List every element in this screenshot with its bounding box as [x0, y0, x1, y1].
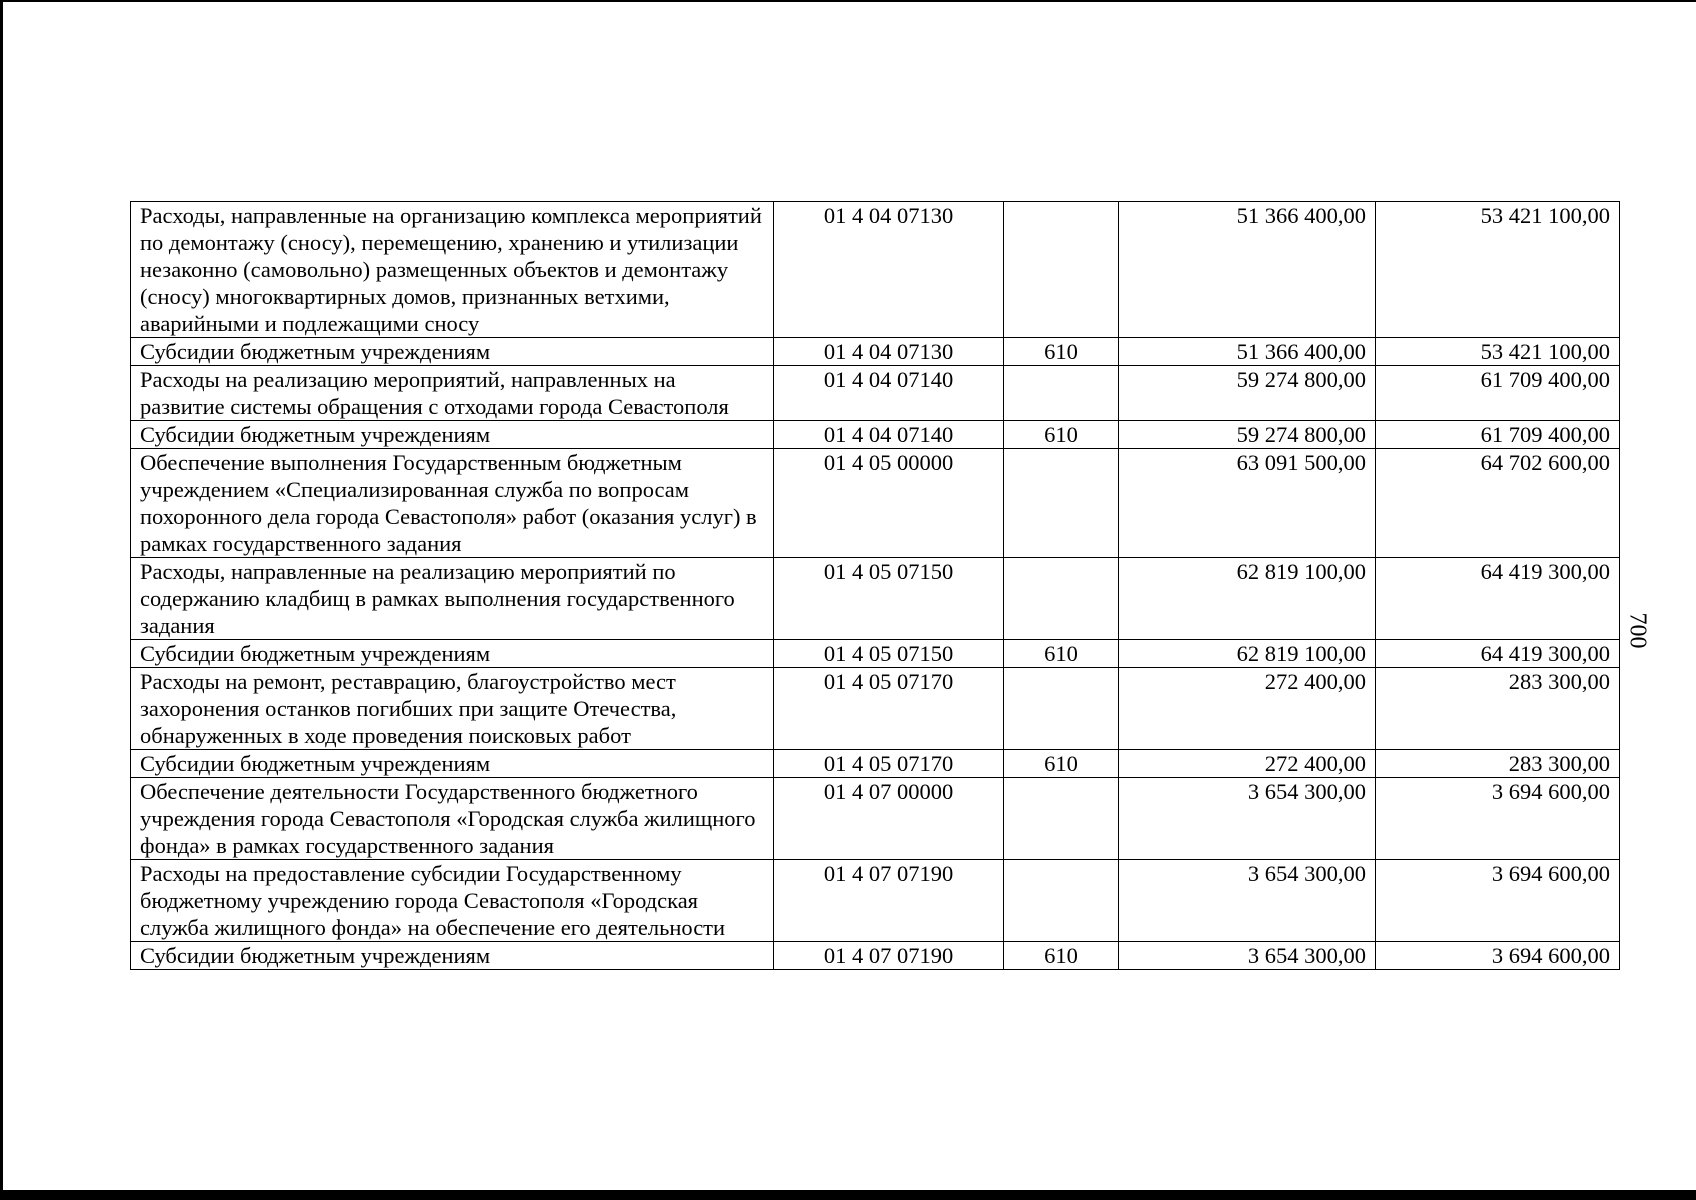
- scan-edge-top: [0, 0, 1696, 2]
- expense-name-cell: Обеспечение деятельности Государственного бюджетного учреждения города Севастополя «Городская служба жилищного фонда» в рамках государственного задания: [131, 778, 774, 860]
- table-row: [131, 778, 1620, 860]
- amount-year1-cell: 63 091 500,00: [1119, 449, 1376, 558]
- table-row: [131, 640, 1620, 668]
- amount-year1-cell: 272 400,00: [1119, 750, 1376, 778]
- expense-type-cell: 610: [1004, 750, 1119, 778]
- table-row: [131, 558, 1620, 640]
- expense-type-cell: [1004, 202, 1119, 338]
- amount-year1-cell: 3 654 300,00: [1119, 778, 1376, 860]
- expense-type-cell: [1004, 778, 1119, 860]
- expense-name-cell: Обеспечение выполнения Государственным бюджетным учреждением «Специализированная служба по вопросам похоронного дела города Севастополя» работ (оказания услуг) в рамках государственного задания: [131, 449, 774, 558]
- target-code-cell: 01 4 04 07130: [774, 338, 1004, 366]
- expense-type-cell: [1004, 366, 1119, 421]
- expense-name-cell: Расходы, направленные на реализацию мероприятий по содержанию кладбищ в рамках выполнения государственного задания: [131, 558, 774, 640]
- amount-year2-cell: 61 709 400,00: [1376, 366, 1620, 421]
- table-row: [131, 942, 1620, 970]
- target-code-cell: 01 4 04 07140: [774, 366, 1004, 421]
- amount-year1-cell: 59 274 800,00: [1119, 366, 1376, 421]
- expense-name-cell: Субсидии бюджетным учреждениям: [131, 421, 774, 449]
- table-row: [131, 668, 1620, 750]
- amount-year2-cell: 61 709 400,00: [1376, 421, 1620, 449]
- scan-edge-bottom: [0, 1190, 1696, 1200]
- page-number: 700: [1624, 612, 1651, 649]
- target-code-cell: 01 4 05 07170: [774, 668, 1004, 750]
- target-code-cell: 01 4 05 00000: [774, 449, 1004, 558]
- table-row: [131, 750, 1620, 778]
- expense-name-cell: Расходы на реализацию мероприятий, направленных на развитие системы обращения с отходами города Севастополя: [131, 366, 774, 421]
- amount-year2-cell: 53 421 100,00: [1376, 338, 1620, 366]
- amount-year2-cell: 64 419 300,00: [1376, 640, 1620, 668]
- target-code-cell: 01 4 07 07190: [774, 942, 1004, 970]
- budget-table: [130, 201, 1620, 970]
- amount-year1-cell: 51 366 400,00: [1119, 202, 1376, 338]
- table-row: [131, 338, 1620, 366]
- amount-year1-cell: 51 366 400,00: [1119, 338, 1376, 366]
- amount-year2-cell: 3 694 600,00: [1376, 860, 1620, 942]
- amount-year1-cell: 62 819 100,00: [1119, 640, 1376, 668]
- amount-year2-cell: 283 300,00: [1376, 750, 1620, 778]
- expense-name-cell: Расходы, направленные на организацию комплекса мероприятий по демонтажу (сносу), перемещению, хранению и утилизации незаконно (самовольно) размещенных объектов и демонтажу (сносу) многоквартирных домов, признанных ветхими, аварийными и подлежащими сносу: [131, 202, 774, 338]
- table-row: [131, 860, 1620, 942]
- amount-year1-cell: 272 400,00: [1119, 668, 1376, 750]
- expense-type-cell: [1004, 449, 1119, 558]
- table-row: [131, 421, 1620, 449]
- amount-year2-cell: 283 300,00: [1376, 668, 1620, 750]
- target-code-cell: 01 4 05 07150: [774, 640, 1004, 668]
- target-code-cell: 01 4 05 07150: [774, 558, 1004, 640]
- scan-edge-left: [0, 0, 3, 1200]
- expense-name-cell: Субсидии бюджетным учреждениям: [131, 338, 774, 366]
- amount-year1-cell: 3 654 300,00: [1119, 942, 1376, 970]
- expense-type-cell: 610: [1004, 942, 1119, 970]
- expense-name-cell: Субсидии бюджетным учреждениям: [131, 750, 774, 778]
- expense-name-cell: Расходы на ремонт, реставрацию, благоустройство мест захоронения останков погибших при защите Отечества, обнаруженных в ходе проведения поисковых работ: [131, 668, 774, 750]
- target-code-cell: 01 4 07 07190: [774, 860, 1004, 942]
- expense-type-cell: 610: [1004, 640, 1119, 668]
- amount-year1-cell: 3 654 300,00: [1119, 860, 1376, 942]
- expense-type-cell: [1004, 860, 1119, 942]
- expense-type-cell: [1004, 668, 1119, 750]
- expense-type-cell: [1004, 558, 1119, 640]
- target-code-cell: 01 4 05 07170: [774, 750, 1004, 778]
- target-code-cell: 01 4 07 00000: [774, 778, 1004, 860]
- table-row: [131, 202, 1620, 338]
- amount-year1-cell: 59 274 800,00: [1119, 421, 1376, 449]
- expense-name-cell: Субсидии бюджетным учреждениям: [131, 942, 774, 970]
- amount-year2-cell: 3 694 600,00: [1376, 942, 1620, 970]
- expense-name-cell: Субсидии бюджетным учреждениям: [131, 640, 774, 668]
- amount-year2-cell: 3 694 600,00: [1376, 778, 1620, 860]
- target-code-cell: 01 4 04 07140: [774, 421, 1004, 449]
- expense-type-cell: 610: [1004, 421, 1119, 449]
- expense-name-cell: Расходы на предоставление субсидии Государственному бюджетному учреждению города Севастополя «Городская служба жилищного фонда» на обеспечение его деятельности: [131, 860, 774, 942]
- amount-year2-cell: 53 421 100,00: [1376, 202, 1620, 338]
- amount-year2-cell: 64 419 300,00: [1376, 558, 1620, 640]
- amount-year1-cell: 62 819 100,00: [1119, 558, 1376, 640]
- expense-type-cell: 610: [1004, 338, 1119, 366]
- table-row: [131, 449, 1620, 558]
- amount-year2-cell: 64 702 600,00: [1376, 449, 1620, 558]
- target-code-cell: 01 4 04 07130: [774, 202, 1004, 338]
- table-row: [131, 366, 1620, 421]
